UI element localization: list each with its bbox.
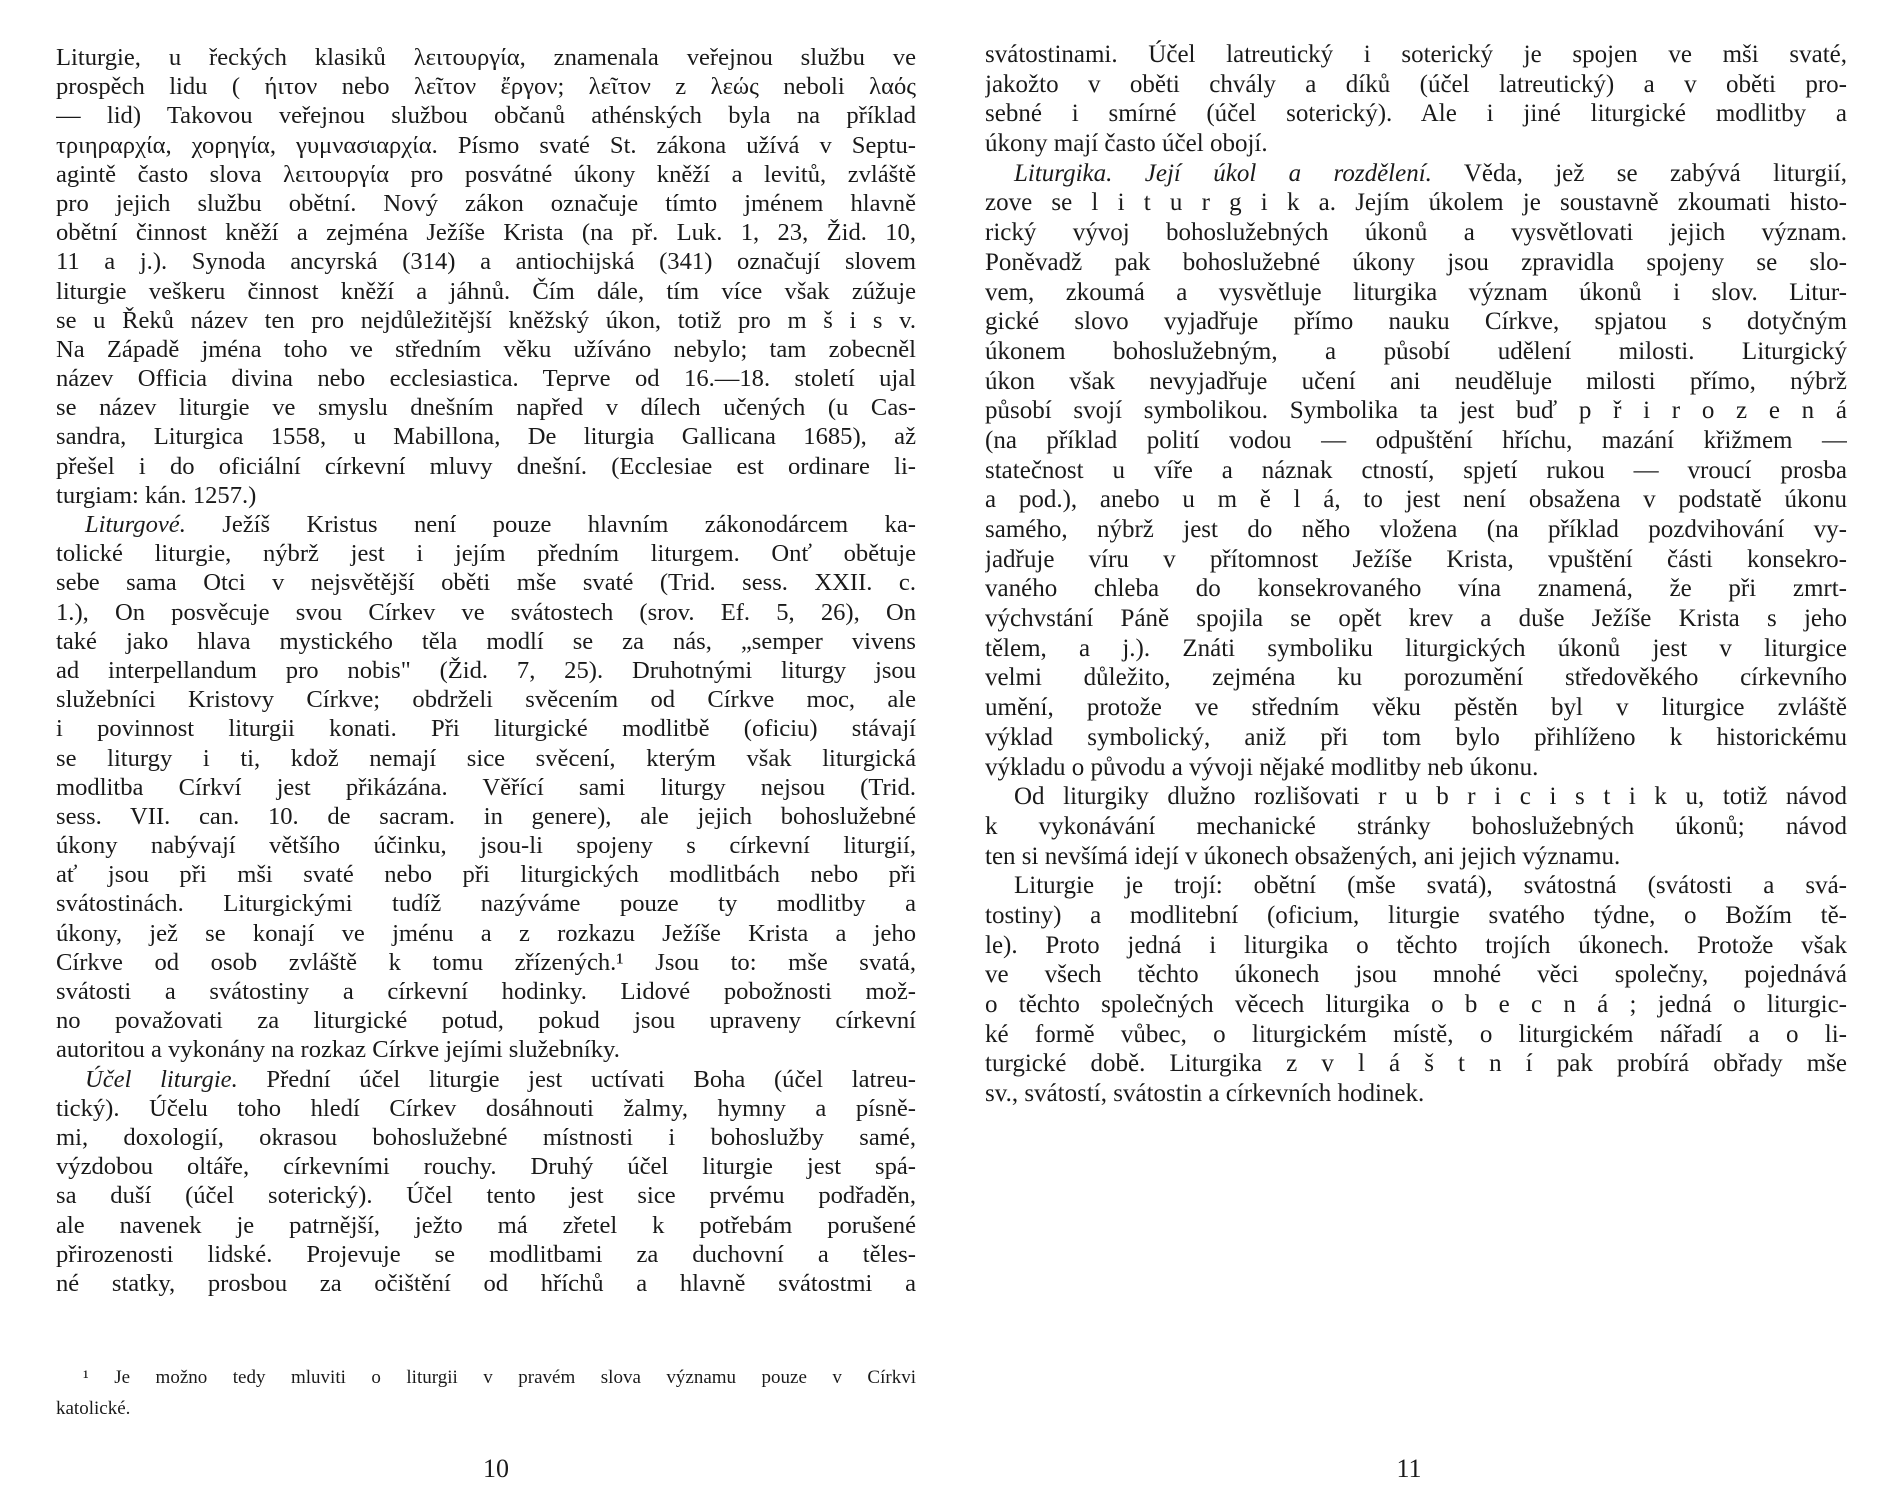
text-line: se název liturgie ve smyslu dnešním napřed v dílech učených (u Cas- bbox=[56, 394, 916, 422]
text-line: i povinnost liturgii konati. Při liturgické modlitbě (oficiu) stávají bbox=[56, 715, 916, 743]
text-line: tělem, a j.). Znáti symboliku liturgických úkonů jest v liturgice bbox=[985, 634, 1847, 662]
text-line: samého, nýbrž jest do něho vložena (na příklad pozdvihování vy- bbox=[985, 516, 1847, 543]
text-line: ké formě vůbec, o liturgickém místě, o liturgickém nářadí a o li- bbox=[985, 1020, 1847, 1048]
text-line: svátostinách. Liturgickými tudíž nazýváme pouze ty modlitby a bbox=[56, 890, 916, 918]
text-line: svátosti a svátostiny a církevní hodinky. Lidové pobožnosti mož- bbox=[56, 978, 916, 1005]
text-line: sebné i smírné (účel soterický). Ale i jiné liturgické modlitby a bbox=[985, 100, 1847, 128]
text-line: né statky, prosbou za očištění od hříchů a hlavně svátostmi a bbox=[56, 1269, 916, 1297]
text-line: výklad symbolický, aniž při tom bylo přihlíženo k historickému bbox=[985, 723, 1847, 751]
text-line: prospěch lidu ( ήιτον nebo λεῖτον ἔργον; λεῖτον z λεώς neboli λαός bbox=[56, 73, 916, 101]
text-line: modlitba Církví jest přikázána. Věřící sami liturgy nejsou (Trid. bbox=[56, 773, 916, 801]
text-line: výzdobou oltáře, církevními rouchy. Druhý účel liturgie jest spá- bbox=[56, 1153, 916, 1181]
text-line: mi, doxologií, okrasou bohoslužebné místnosti i bohoslužby samé, bbox=[56, 1123, 916, 1151]
right-page bbox=[985, 0, 1847, 1500]
text-line: autoritou a vykonány na rozkaz Církve jejími služebníky. bbox=[56, 1036, 620, 1064]
text-line: úkony nabývají většího účinku, jsou-li spojeny s církevní liturgií, bbox=[56, 832, 916, 860]
left-page bbox=[56, 0, 916, 1500]
footnote-line: ¹ Je možno tedy mluviti o liturgii v pravém slova významu pouze v Církvi bbox=[83, 1367, 916, 1388]
text-line: služebníci Kristovy Církve; obdrželi svěcením od Církve moc, ale bbox=[56, 686, 916, 714]
text-line: svátostinami. Účel latreutický i soterický je spojen ve mši svaté, bbox=[985, 41, 1847, 68]
text-line: ad interpellandum pro nobis" (Žid. 7, 25). Druhotnými liturgy jsou bbox=[56, 656, 916, 684]
text-line: sess. VII. can. 10. de sacram. in genere), ale jejich bohoslužebné bbox=[56, 802, 916, 830]
text-line: statečnost u víře a náznak ctností, spjetí rukou — vroucí prosba bbox=[985, 456, 1847, 484]
page-number: 11 bbox=[1396, 1454, 1422, 1483]
text-line: úkonem bohoslužebným, a působí udělení milosti. Liturgický bbox=[985, 337, 1847, 365]
text-line: umění, protože ve středním věku pěstěn byl v liturgice zvláště bbox=[985, 694, 1847, 722]
text-line: úkony, jež se konají ve jménu a z rozkazu Ježíše Krista a jeho bbox=[56, 919, 916, 947]
right-text-column bbox=[985, 40, 1847, 1109]
text-line: ale navenek je patrnější, ježto má zřetel k potřebám porušené bbox=[56, 1211, 916, 1239]
text-line: úkony mají často účel obojí. bbox=[985, 130, 1268, 158]
text-line: ten si nevšímá idejí v úkonech obsažených, ani jejich významu. bbox=[985, 842, 1621, 870]
text-line: agintě často slova λειτουργία pro posvátné úkony kněží a levitů, zvláště bbox=[56, 160, 916, 188]
section-heading-liturgove: Liturgové. Ježíš Kristus není pouze hlavním zákonodárcem ka- bbox=[85, 511, 916, 538]
text-line: sa duší (účel soterický). Účel tento jest sice prvému podřaděn, bbox=[56, 1182, 916, 1210]
text-line: výkladu o původu a vývoji nějaké modlitby neb úkonu. bbox=[985, 753, 1539, 781]
text-line: přešel i do oficiální církevní mluvy dnešní. (Ecclesiae est ordinare li- bbox=[56, 452, 916, 480]
text-line: τριηραρχία, χορηγία, γυμνασιαρχία. Písmo svaté St. zákona užívá v Septu- bbox=[56, 131, 916, 159]
text-line: vaného chleba do konsekrovaného vína znamená, že při zmrt- bbox=[985, 575, 1847, 603]
text-line: pro jejich službu obětní. Nový zákon označuje tímto jménem hlavně bbox=[56, 189, 916, 217]
section-heading-liturgika: Liturgika. Její úkol a rozdělení. Věda, jež se zabývá liturgií, bbox=[1014, 159, 1847, 187]
text-line: le). Proto jedná i liturgika o těchto trojích úkonech. Protože však bbox=[985, 931, 1847, 959]
text-line: tický). Účelu toho hledí Církev dosáhnouti žalmy, hymny a písně- bbox=[56, 1094, 916, 1122]
text-line: Na Západě jména toho ve středním věku užíváno nebylo; tam zobecněl bbox=[56, 335, 916, 363]
text-line: se u Řeků název ten pro nejdůležitější kněžský úkon, totiž pro m š i s v. bbox=[56, 306, 916, 334]
text-line: tolické liturgie, nýbrž jest i jejím předním liturgem. Onť obětuje bbox=[56, 540, 916, 568]
text-line: Liturgie, u řeckých klasiků λειτουργία, znamenala veřejnou službu ve bbox=[56, 44, 916, 71]
text-line: obětní činnost kněží a zejména Ježíše Krista (na př. Luk. 1, 23, Žid. 10, bbox=[56, 219, 916, 247]
text-line: přirozenosti lidské. Projevuje se modlitbami za duchovní a těles- bbox=[56, 1240, 916, 1268]
text-line: zove se l i t u r g i k a. Jejím úkolem je soustavně zkoumati histo- bbox=[985, 189, 1847, 217]
text-line: o těchto společných věcech liturgika o b e c n á ; jedná o liturgic- bbox=[985, 991, 1847, 1018]
text-line: rický vývoj bohoslužebných úkonů a vysvětlovati jejich význam. bbox=[985, 219, 1847, 247]
page-number: 10 bbox=[483, 1454, 509, 1483]
text-line: Církve od osob zvláště k tomu zřízených.¹ Jsou to: mše svatá, bbox=[56, 948, 916, 976]
footnote bbox=[56, 1362, 916, 1424]
text-line: sv., svátostí, svátostin a církevních hodinek. bbox=[985, 1080, 1425, 1108]
text-line: úkon však nevyjadřuje učení ani neuděluje milosti přímo, nýbrž bbox=[985, 367, 1847, 395]
text-line: jadřuje víru v přítomnost Ježíše Krista, vpuštění části konsekro- bbox=[985, 545, 1847, 573]
text-line: ať jsou při mši svaté nebo při liturgických modlitbách nebo při bbox=[56, 861, 916, 889]
text-line: (na příklad polití vodou — odpuštění hříchu, mazání křižmem — bbox=[985, 426, 1847, 454]
text-line: 11 a j.). Synoda ancyrská (314) a antiochijská (341) označují slovem bbox=[56, 248, 916, 276]
text-line: působí svojí symbolikou. Symbolika ta jest buď p ř i r o z e n á bbox=[985, 397, 1847, 425]
text-line: velmi důležito, zejména ku porozumění středověkého církevního bbox=[985, 664, 1847, 692]
text-line: výchvstání Páně spojila se opět krev a duše Ježíše Krista s jeho bbox=[985, 605, 1847, 633]
text-line: tostiny) a modlitební (oficium, liturgie svatého týdne, o Božím tě- bbox=[985, 901, 1847, 929]
text-line: Liturgie je trojí: obětní (mše svatá), svátostná (svátosti a svá- bbox=[1014, 872, 1847, 900]
text-line: Poněvadž pak bohoslužebné úkony jsou zpravidla spojeny se slo- bbox=[985, 248, 1847, 276]
text-line: turgiam: kán. 1257.) bbox=[56, 481, 257, 509]
text-line: se liturgy i ti, kdož nemají sice svěcení, kterým však liturgická bbox=[56, 744, 916, 772]
text-line: 1.), On posvěcuje svou Církev ve svátostech (srov. Ef. 5, 26), On bbox=[56, 598, 916, 626]
left-text-column bbox=[56, 43, 916, 1298]
text-line: k vykonávání mechanické stránky bohoslužebných úkonů; návod bbox=[985, 812, 1847, 840]
text-line: a pod.), anebo u m ě l á, to jest není obsažena v podstatě úkonu bbox=[985, 486, 1847, 514]
text-line: turgické době. Liturgika z v l á š t n í pak probírá obřady mše bbox=[985, 1050, 1847, 1078]
text-line: sebe sama Otci v nejsvětější oběti mše svaté (Trid. sess. XXII. c. bbox=[56, 569, 916, 597]
section-heading-ucel-liturgie: Účel liturgie. Přední účel liturgie jest uctívati Boha (účel latreu- bbox=[85, 1065, 916, 1093]
text-line: název Officia divina nebo ecclesiastica. Teprve od 16.—18. století ujal bbox=[56, 365, 916, 393]
text-line: vem, zkoumá a vysvětluje liturgika význam úkonů i slov. Litur- bbox=[985, 278, 1847, 306]
text-line: sandra, Liturgica 1558, u Mabillona, De liturgia Gallicana 1685), až bbox=[56, 423, 916, 451]
text-line: ve všech těchto úkonech jsou mnohé věci společny, pojednává bbox=[985, 961, 1847, 989]
text-line: gické slovo vyjadřuje přímo nauku Církve, spjatou s dotyčným bbox=[985, 308, 1847, 336]
text-line: no považovati za liturgické potud, pokud jsou upraveny církevní bbox=[56, 1007, 916, 1035]
text-line: jakožto v oběti chvály a díků (účel latreutický) a v oběti pro- bbox=[985, 70, 1847, 98]
text-line: Od liturgiky dlužno rozlišovati r u b r i c i s t i k u, totiž návod bbox=[1014, 783, 1847, 811]
footnote-line: katolické. bbox=[56, 1398, 131, 1419]
text-line: — lid) Takovou veřejnou službou občanů athénských byla na příklad bbox=[56, 102, 916, 130]
text-line: také jako hlava mystického těla modlí se za nás, „semper vivens bbox=[56, 627, 916, 655]
text-line: liturgie veškeru činnost kněží a jáhnů. Čím dále, tím více však zúžuje bbox=[56, 277, 916, 305]
